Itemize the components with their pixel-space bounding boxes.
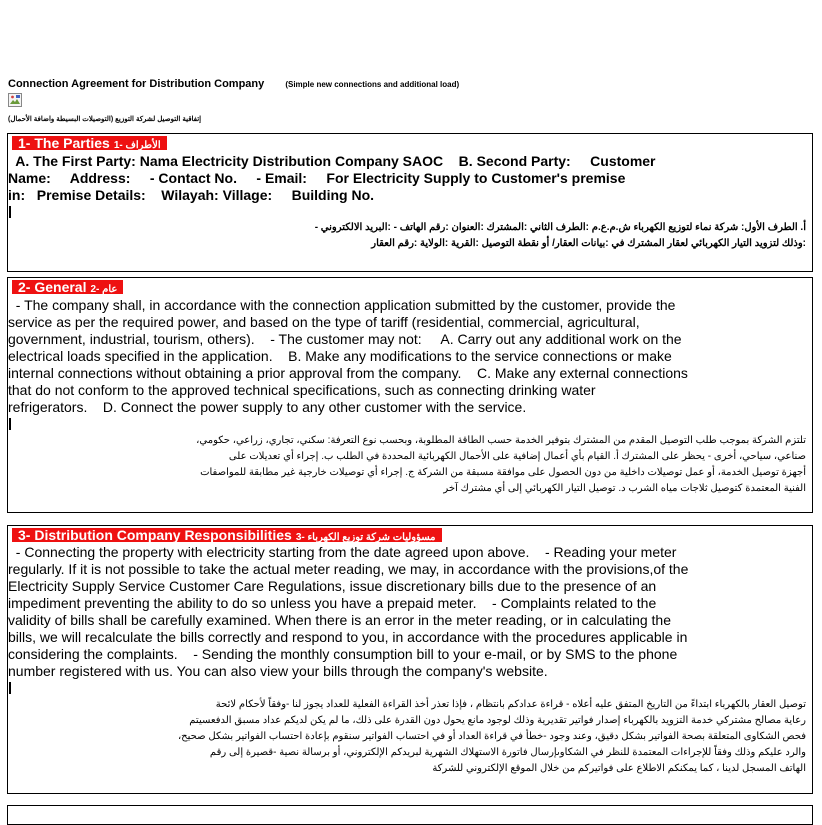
responsibilities-arabic-line: توصيل العقار بالكهرباء ابتداءً من التاريخ المتفق عليه أعلاه - قراءة عدادكم بانتظام ، فإذا تعذر أخذ القراءة الفعلية للعداد يجوز لنا -وفقاً لأحكام لائحة — [215, 699, 806, 710]
responsibilities-arabic-line: والرد عليكم وذلك وفقاً للإجراءات المعتمدة للنظر في الشكاوىإرسال فاتورة الاستهلاك الشهرية لبريدكم الإلكتروني، أو برسالة نصية -قصيرة إلى رقم — [209, 747, 806, 758]
text-cursor — [9, 206, 11, 218]
section-responsibilities — [7, 525, 813, 794]
section-header — [12, 136, 167, 150]
document-title-text: Connection Agreement for Distribution Company — [8, 78, 265, 90]
responsibilities-line: bills, we will recalculate the bills correctly and respond to you, in accordance with the procedures applicable in — [8, 629, 688, 645]
document-subtitle: (Simple new connections and additional load) — [285, 80, 460, 89]
responsibilities-line: regularly. If it is not possible to take the actual meter reading, we may, in accordance with the provisions,of the — [8, 561, 689, 577]
general-line: refrigerators. D. Connect the power supply to any other customer with the service. — [8, 399, 527, 415]
responsibilities-arabic-line: الهاتف المسجل لدينا ، كما يمكنكم الاطلاع على فواتيركم من خلال الموقع الإلكتروني للشركة — [432, 763, 806, 774]
section-header-en: 2- General — [18, 279, 87, 295]
responsibilities-line: validity of bills shall be carefully examined. When there is an error in the meter reading, or in calculating the — [8, 612, 671, 628]
broken-image-icon — [8, 93, 22, 107]
general-arabic-line: الفنية المعتمدة كتوصيل ثلاجات مياه الشرب د. توصيل التيار الكهربائي إلى أي مشترك آخر — [443, 483, 806, 494]
general-arabic-line: أجهزة توصيل الخدمة، أو عمل توصيلات داخلية من دون الحصول على موافقة مسبقة من الشركة ج. إجراء أي توصيلات خارجية غير مطابقة للمواصفات — [200, 467, 806, 478]
section-header — [12, 528, 442, 542]
parties-line: A. The First Party: Nama Electricity Distribution Company SAOC B. Second Party: Customer — [8, 153, 656, 169]
document-title — [8, 78, 459, 90]
general-line: electrical loads specified in the application. B. Make any modifications to the service connections or make — [8, 348, 672, 364]
general-line: service as per the required power, and based on the type of tariff (residential, commercial, agricultural, — [8, 314, 640, 330]
general-line: internal connections without obtaining a prior approval from the company. C. Make any external connections — [8, 365, 688, 381]
parties-line: in: Premise Details: Wilayah: Village: Building No. — [8, 187, 375, 203]
section-header — [12, 280, 123, 294]
general-line: that do not conform to the approved technical specifications, such as connecting drinking water — [8, 382, 596, 398]
parties-line: Name: Address: - Contact No. - Email: For Electricity Supply to Customer's premise — [8, 170, 626, 186]
general-arabic-line: صناعي، سياحي، أخرى - يحظر على المشترك أ. القيام بأي أعمال إضافية على الأحمال الكهربائية المحددة في الطلب ب. إجراء أي تعديلات على — [228, 451, 806, 462]
responsibilities-line: Electricity Supply Service Customer Care Regulations, issue discretionary bills due to the presence of an — [8, 578, 657, 594]
responsibilities-line: considering the complaints. - Sending the monthly consumption bill to your e-mail, or by SMS to the phone — [8, 646, 678, 662]
responsibilities-arabic-line: رعاية مصالح مشتركي خدمة التزويد بالكهرباء إصدار فواتير تقديرية وذلك لوجود مانع يحول دون القدرة على ذلك، ما لم يكن لديكم عداد مسبق الدفعسيتم — [189, 715, 806, 726]
section-header-ar: عام -2 — [90, 284, 118, 295]
general-arabic-line: تلتزم الشركة بموجب طلب التوصيل المقدم من المشترك بتوفير الخدمة حسب الطاقة المطلوبة، وبحسب نوع التعرفة: سكني، تجاري، زراعي، حكومي، — [196, 435, 806, 446]
text-cursor — [9, 682, 11, 694]
section-general — [7, 277, 813, 513]
section-header-ar: الأطراف -1 — [113, 140, 161, 151]
parties-arabic-line: أ. الطرف الأول: شركة نماء لتوزيع الكهرباء ش.م.ع.م :الطرف الثاني :المشترك :العنوان :رقم الهاتف - :البريد الالكتروني - — [314, 222, 806, 233]
responsibilities-line: - Connecting the property with electricity starting from the date agreed upon above. - Reading your meter — [8, 544, 677, 560]
responsibilities-arabic-line: فحص الشكاوى المتعلقة بصحة الفواتير بشكل دقيق، وعند وجود -خطأ في قراءة العداد أو في احتساب الفواتير سنقوم بإعادة احتساب الفواتير بشكل صحيح، — [177, 731, 806, 742]
section-header-en: 3- Distribution Company Responsibilities — [18, 527, 292, 543]
responsibilities-line: impediment preventing the ability to do so unless you have a prepaid meter. - Complaints related to the — [8, 595, 657, 611]
parties-arabic-line: :وذلك لتزويد التيار الكهربائي لعقار المشترك في :بيانات العقار/ أو نقطة التوصيل :القرية :الولاية :رقم العقار — [371, 238, 806, 249]
section-next-partial — [7, 805, 813, 825]
section-header-ar: مسؤوليات شركة توزيع الكهرباء -3 — [295, 532, 436, 543]
arabic-document-title: إتفاقية التوصيل لشركة التوزيع (التوصيلات البسيطة واضافة الأحمال) — [8, 116, 202, 123]
section-parties — [7, 133, 813, 272]
general-line: government, industrial, tourism, others). - The customer may not: A. Carry out any additional work on the — [8, 331, 682, 347]
responsibilities-line: number registered with us. You can also view your bills through the company's website. — [8, 663, 548, 679]
text-cursor — [9, 418, 11, 430]
section-header-en: 1- The Parties — [18, 135, 110, 151]
general-line: - The company shall, in accordance with the connection application submitted by the customer, provide the — [8, 297, 676, 313]
